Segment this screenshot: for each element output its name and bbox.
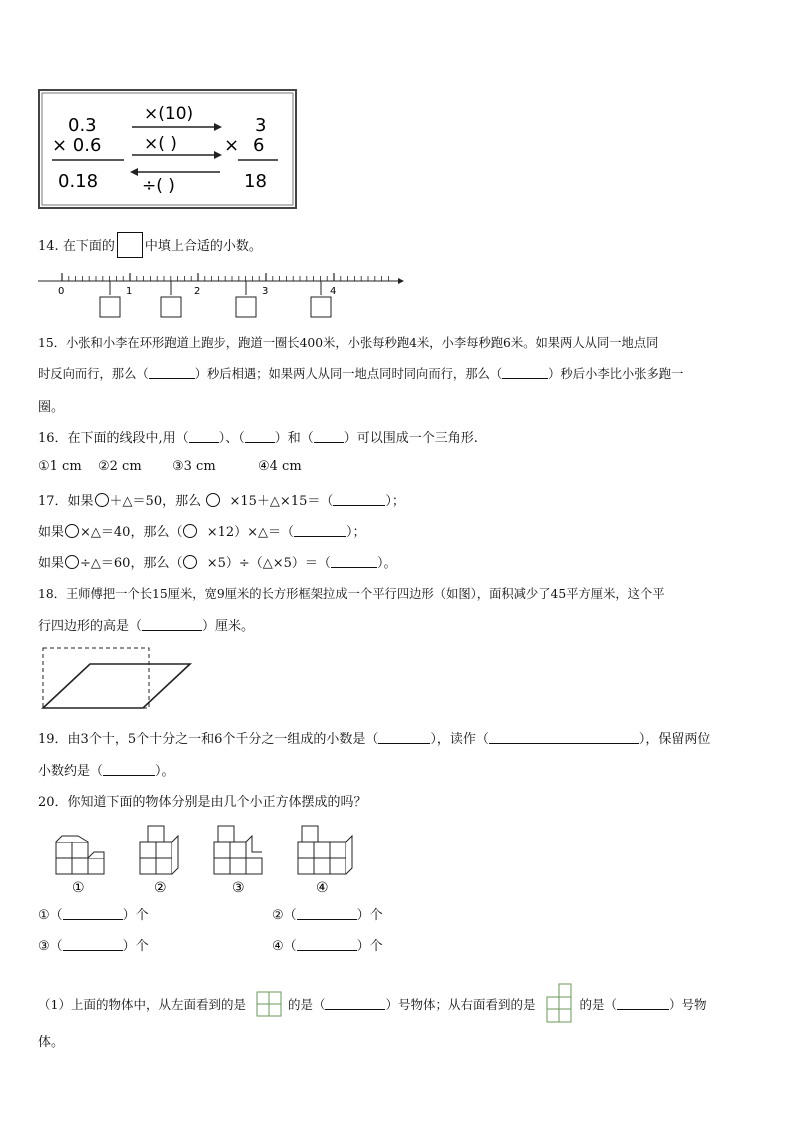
figure-label-1: ① (72, 880, 85, 896)
number-line-ticks (62, 273, 388, 281)
tick-label-3: 3 (262, 286, 269, 297)
q19-line1: 19．由3个十，5个十分之一和6个千分之一组成的小数是（ ），读作（ ），保留两位 (38, 732, 711, 747)
circle-symbol (183, 524, 197, 538)
q18-blank[interactable] (142, 619, 202, 631)
right-view-grid (545, 983, 573, 1023)
left-mid-number: × 0.6 (52, 135, 102, 156)
tick-label-0: 0 (58, 286, 65, 297)
right-top-number: 3 (255, 115, 267, 136)
q15-line2: 时反向而行，那么（ ）秒后相遇；如果两人从同一地点同时同向而行，那么（ ）秒后小李比小张多跑一 (38, 367, 684, 381)
q17-blank-1[interactable] (333, 494, 385, 506)
q16-prompt: 16．在下面的线段中,用（ ）、（ ）和（ ）可以围成一个三角形. (38, 431, 478, 446)
q18-line2: 行四边形的高是（ ）厘米。 (38, 619, 255, 634)
q16-blank-1[interactable] (189, 431, 219, 443)
q17-blank-2[interactable] (294, 525, 346, 537)
arrow1-label: ×(10) (144, 104, 194, 124)
figure-label-3: ③ (232, 880, 245, 896)
q16-option-2: ②2 cm (98, 459, 142, 474)
q16-option-3: ③3 cm (172, 459, 216, 474)
answer-box-4[interactable] (311, 297, 331, 317)
q15-blank-2[interactable] (502, 367, 548, 379)
q15-blank-1[interactable] (149, 367, 195, 379)
q20-answer-1: ①（ ）个 (38, 908, 149, 923)
decimal-multiplication-figure (38, 87, 298, 211)
q19-blank-3[interactable] (103, 764, 155, 776)
q17-line3: 如果 ÷△＝60，那么（ ×5）÷（△×5）＝（ ）。 (38, 556, 397, 571)
q20-blank-2[interactable] (297, 908, 357, 920)
number-line (38, 270, 408, 320)
circle-symbol (65, 524, 79, 538)
circle-symbol (65, 555, 79, 569)
q20-answer-2: ②（ ）个 (272, 908, 383, 923)
arrow3-label: ÷( ) (142, 176, 175, 196)
q15-line3: 圈。 (38, 400, 65, 415)
q19-blank-2[interactable] (489, 732, 639, 744)
q20-sub1-tail: 体。 (38, 1035, 65, 1050)
q15-line1: 15．小张和小李在环形跑道上跑步，跑道一圈长400米，小张每秒跑4米，小李每秒跑6米。如果两人从同一地点同 (38, 336, 659, 350)
figure-label-2: ② (154, 880, 167, 896)
figure-label-4: ④ (316, 880, 329, 896)
q20-sub1-blank-2[interactable] (617, 998, 669, 1010)
q16-blank-2[interactable] (245, 431, 275, 443)
left-view-grid (256, 991, 282, 1017)
q20-blank-1[interactable] (63, 908, 123, 920)
q20-title: 20．你知道下面的物体分别是由几个小正方体摆成的吗？ (38, 795, 367, 810)
right-bottom-number: 18 (244, 171, 267, 192)
answer-box-2[interactable] (161, 297, 181, 317)
q20-answer-4: ④（ ）个 (272, 939, 383, 954)
answer-box-1[interactable] (100, 297, 120, 317)
q20-answer-3: ③（ ）个 (38, 939, 149, 954)
tick-label-4: 4 (330, 286, 337, 297)
q17-blank-3[interactable] (331, 556, 377, 568)
cube-figures (50, 820, 370, 900)
tick-label-2: 2 (194, 286, 201, 297)
q17-line1: 17．如果 ＋△＝50，那么 ×15＋△×15＝（ ）； (38, 494, 405, 509)
q14-prompt: 14. 在下面的 中填上合适的小数。 (38, 232, 262, 258)
original-rectangle-dashed (43, 648, 149, 708)
q16-option-1: ①1 cm (38, 459, 82, 474)
arrow2-label: ×( ) (144, 134, 177, 154)
right-times-sign: × (224, 135, 240, 156)
circle-symbol (183, 555, 197, 569)
q20-sub1-blank-1[interactable] (325, 998, 385, 1010)
q16-blank-3[interactable] (314, 431, 344, 443)
q17-line2: 如果 ×△＝40，那么（ ×12）×△＝（ ）； (38, 525, 366, 540)
tick-label-1: 1 (126, 286, 133, 297)
right-mid-number: 6 (253, 135, 265, 156)
q20-blank-3[interactable] (63, 939, 123, 951)
parallelogram (43, 664, 190, 708)
q20-sub1: （1）上面的物体中，从左面看到的是 的是（ ）号物体；从右面看到的是 的是（ ）号物 (38, 983, 707, 1023)
circle-symbol (95, 493, 109, 507)
q18-line1: 18．王师傅把一个长15厘米，宽9厘米的长方形框架拉成一个平行四边形（如图），面积减少了45平方厘米，这个平 (38, 587, 665, 601)
answer-box-3[interactable] (236, 297, 256, 317)
parallelogram-figure (40, 645, 195, 710)
q19-line2: 小数约是（ ）。 (38, 764, 175, 779)
left-top-number: 0.3 (68, 115, 97, 136)
q16-option-4: ④4 cm (258, 459, 302, 474)
q20-blank-4[interactable] (297, 939, 357, 951)
q19-blank-1[interactable] (378, 732, 430, 744)
circle-symbol (206, 493, 220, 507)
left-bottom-number: 0.18 (58, 171, 99, 192)
answer-box-sample (117, 232, 143, 258)
